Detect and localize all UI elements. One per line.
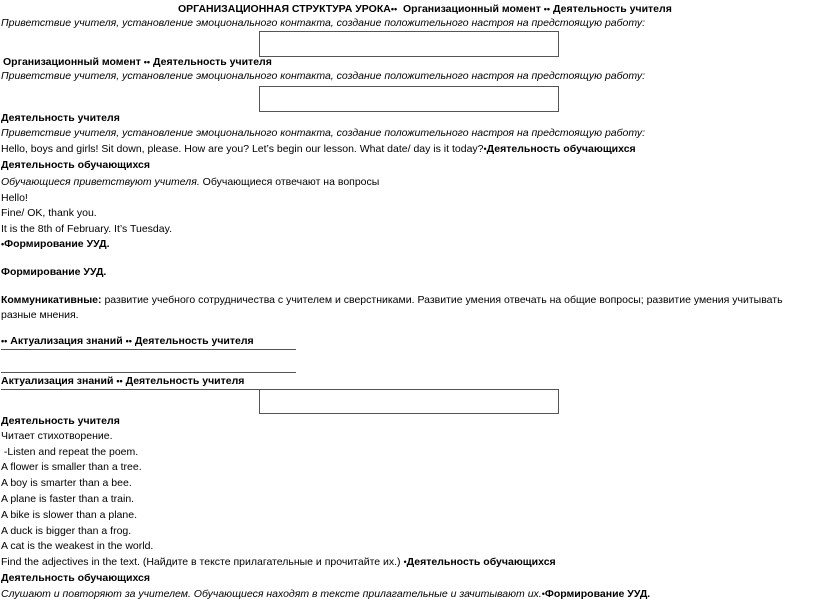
poem-line: A cat is the weakest in the world. [1,540,154,552]
divider-line [1,349,296,350]
org-moment-heading: Организационный момент [3,56,141,68]
poem-line: A flower is smaller than a tree. [1,461,142,473]
greeting-description: Приветствие учителя, установление эмоционального контакта, создание положительного настроя на предстоящую работу: [1,70,646,82]
students-activity-heading: Деятельность обучающихся [1,159,151,171]
bullet-icon: •• [116,376,123,386]
bullet-icon: •• [125,336,132,346]
students-desc-line [1,588,650,601]
students-activity-heading: Деятельность обучающихся [406,556,556,568]
communicative-label: Коммуникативные: [1,294,102,306]
poem-line: A bike is slower than a plane. [1,509,137,521]
actualization-line [1,375,244,388]
teacher-activity-heading: Деятельность учителя [153,56,272,68]
teacher-activity-heading: Деятельность учителя [1,112,120,124]
students-answer-text: Обучающиеся отвечают на вопросы [202,176,380,188]
task-line [1,556,556,569]
page-title-line [178,3,672,16]
teacher-activity-heading: Деятельность учителя [1,415,120,427]
poem-line: -Listen and repeat the poem. [1,446,139,458]
communicative-paragraph [1,293,807,323]
org-moment-heading: Организационный момент [402,3,541,15]
teacher-greeting: Hello, boys and girls! Sit down, please. How are you? Let’s begin our lesson. What date/ day is it today? [1,143,484,155]
page-title: ОРГАНИЗАЦИОННАЯ СТРУКТУРА УРОКА [178,3,391,15]
students-greet-line [1,176,379,189]
bullet-icon: •• [143,57,151,67]
actualization-heading: Актуализация знаний [10,335,123,347]
poem-line: A duck is bigger than a frog. [1,525,132,537]
uud-heading: Формирование УУД. [1,266,107,278]
teacher-greeting-line [1,143,636,156]
actualization-heading: Актуализация знаний [1,375,114,387]
bullet-icon: • [1,239,5,249]
teacher-activity-heading: Деятельность учителя [134,335,254,347]
empty-table-cell [259,389,559,414]
students-desc-text: Слушают и повторяют за учителем. Обучающиеся находят в тексте прилагательные и зачитывают их. [1,588,542,600]
communicative-text: развитие учебного сотрудничества с учителем и сверстниками. Развитие умения отвечать на общие вопросы; развитие умения учитывать разные мнения. [1,294,783,321]
greeting-description: Приветствие учителя, установление эмоционального контакта, создание положительного настроя на предстоящую работу: [1,17,646,29]
bullet-icon: • [403,557,407,567]
bullet-icon: • [541,589,545,599]
bullet-icon: • [483,144,487,154]
bullet-icon: •• [390,4,398,14]
empty-table-cell [259,31,559,57]
org-moment-line [3,56,272,69]
teacher-activity-heading: Деятельность учителя [553,3,672,15]
task-text: Find the adjectives in the text. (Найдите в тексте прилагательные и прочитайте их.) [1,556,401,568]
bullet-icon: •• [543,4,551,14]
students-activity-heading: Деятельность обучающихся [486,143,636,155]
students-greet-text: Обучающиеся приветствуют учителя. [1,176,200,188]
greeting-description: Приветствие учителя, установление эмоционального контакта, создание положительного настроя на предстоящую работу: [1,127,646,139]
divider-line [1,389,296,390]
student-reply: Fine/ OK, thank you. [1,207,97,219]
uud-heading: Формирование УУД. [4,238,110,250]
teacher-activity-heading: Деятельность учителя [125,375,245,387]
actualization-line [1,335,254,348]
reads-poem-text: Читает стихотворение. [1,430,113,442]
student-reply: Hello! [1,192,28,204]
bullet-icon: •• [1,336,8,346]
uud-inline-line [1,238,110,251]
student-reply: It is the 8th of February. It’s Tuesday. [1,223,172,235]
divider-line [1,372,296,373]
poem-line: A boy is smarter than a bee. [1,477,132,489]
poem-line: A plane is faster than a train. [1,493,135,505]
uud-heading: Формирование УУД. [544,588,651,600]
empty-table-cell [259,86,559,112]
students-activity-heading: Деятельность обучающихся [1,572,151,584]
